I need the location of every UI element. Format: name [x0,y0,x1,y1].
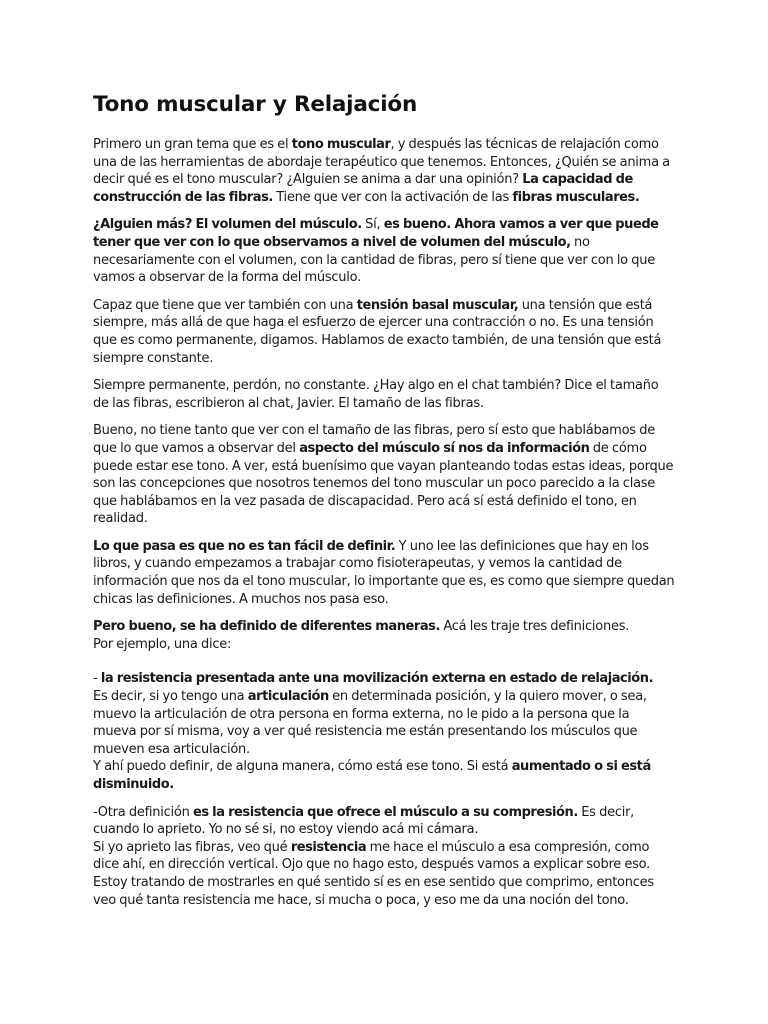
text-run: Siempre permanente, perdón, no constante. ¿Hay algo en el chat también? Dice el tamaño de las fibras, escribieron al chat, Javier. El tamaño de las fibras. [93,378,659,411]
document-body [93,136,676,909]
text-run: no necesariamente con el volumen, con la cantidad de fibras, pero sí tiene que ver con lo que vamos a observar de la forma del músculo. [93,234,656,286]
bold-text-run: es la resistencia que ofrece el músculo a su compresión. [192,804,578,820]
bold-text-run: resistencia [290,839,367,855]
text-run: Por ejemplo, una dice: [93,636,232,652]
bold-text-run: Pero bueno, se ha definido de diferentes maneras. [93,619,440,635]
bold-text-run: ¿Alguien más? El volumen del músculo. [93,217,362,233]
text-run: Y uno lee las definiciones que hay en los libros, y cuando empezamos a trabajar como fisioterapeutas, y vemos la cantidad de información que nos da el tono muscular, lo importante que es, es como que siempre quedan chicas las definiciones. A muchos nos pasa eso. [93,538,675,607]
bold-text-run: La capacidad de construcción de las fibras. [93,172,633,205]
bold-text-run: Lo que pasa es que no es tan fácil de definir. [93,538,396,554]
line-gap [93,653,676,670]
bold-text-run: la resistencia presentada ante una movilización externa en estado de relajación. [100,671,654,687]
text-run: una tensión que está siempre, más allá de que haga el esfuerzo de ejercer una contracción o no. Es una tensión que es como permanente, digamos. Hablamos de exacto también, de una tensión que está siempre constante. [93,297,662,366]
paragraph [93,377,676,412]
bold-text-run: tono muscular [291,137,391,152]
text-run: me hace el músculo a esa compresión, como dice ahí, en dirección vertical. Ojo que no hago esto, después vamos a explicar sobre eso. Estoy tratando de mostrarles en qué sentido sí es en ese sentido que comprimo, entonces veo qué tanta resistencia me hace, si mucha o poca, y eso me da una noción del tono. [93,839,654,908]
text-run: Tiene que ver con la activación de las [272,189,513,205]
text-run: Sí, [361,217,384,233]
bold-text-run: aumentado o si está disminuido. [93,759,651,792]
paragraph [93,136,676,206]
paragraph [93,618,676,793]
text-run: Es decir, si yo tengo una [93,689,248,705]
text-run: Primero un gran tema que es el [93,137,292,152]
bold-text-run: articulación [247,689,329,705]
paragraph [93,297,676,367]
text-run: , y después las técnicas de relajación como una de las herramientas de abordaje terapéutico que tenemos. Entonces, ¿Quién se anima a decir qué es el tono muscular? ¿Alguien se anima a dar una opinión? [93,137,670,188]
text-run: Acá les traje tres definiciones. [439,619,630,635]
paragraph [93,804,676,910]
bold-text-run: fibras musculares. [512,189,640,205]
text-run: Si yo aprieto las fibras, veo qué [93,839,291,855]
text-run: Y ahí puedo definir, de alguna manera, cómo está ese tono. Si está [93,759,512,775]
text-run: Capaz que tiene que ver también con una [93,297,357,313]
text-run: - [93,671,101,687]
paragraph [93,422,676,528]
bold-text-run: tensión basal muscular, [356,297,519,313]
text-run: Es decir, cuando lo aprieto. Yo no sé si, no estoy viendo acá mi cámara. [93,804,635,838]
text-run: en determinada posición, y la quiero mover, o sea, muevo la articulación de otra persona en forma externa, no le pido a la persona que la mueva por sí misma, voy a ver qué resistencia me están presentando los músculos que mueven esa articulación. [93,689,647,757]
text-run: de cómo puede estar ese tono. A ver, está buenísimo que vayan planteando todas estas ideas, porque son las concepciones que nosotros tenemos del tono muscular un poco parecido a la clase que hablábamos en la vez pasada de discapacidad. Pero acá sí está definido el tono, en realidad. [93,440,674,527]
paragraph [93,216,676,286]
paragraph [93,538,676,608]
bold-text-run: es bueno. Ahora vamos a ver que puede tener que ver con lo que observamos a nivel de volumen del músculo, [93,217,659,250]
text-run: -Otra definición [93,804,193,820]
text-run: Bueno, no tiene tanto que ver con el tamaño de las fibras, pero sí esto que hablábamos de que lo que vamos a observar del [93,423,655,456]
document-title: Tono muscular y Relajación [93,92,418,117]
bold-text-run: aspecto del músculo sí nos da información [299,440,590,456]
